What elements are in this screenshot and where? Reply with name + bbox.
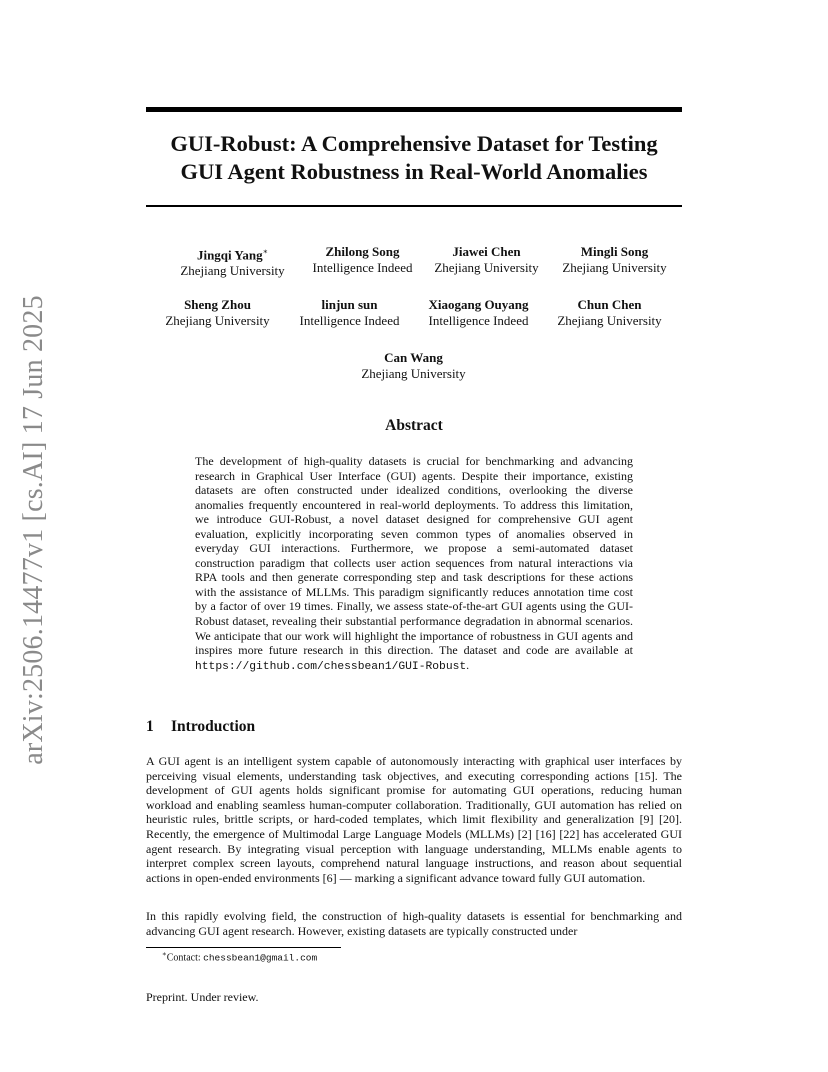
- author-affiliation: Zhejiang University: [165, 312, 270, 328]
- author-block: [295, 244, 430, 275]
- arxiv-sidebar-stamp: [14, 270, 54, 790]
- section-heading-introduction: [146, 718, 255, 736]
- author-name: Can Wang: [384, 350, 443, 365]
- footnote-contact: [162, 950, 317, 963]
- title-top-rule: [146, 107, 682, 112]
- intro-paragraph-1: A GUI agent is an intelligent system capable of autonomously interacting with graphical user interfaces by perceiving visual elements, understanding task objectives, and executing corresponding actions [15]. The development of GUI agents holds significant promise for automating GUI operations, reducing human workload and enabling seamless human-computer collaboration. Traditionally, GUI automation has relied on heuristic rules, brittle scripts, or hard-coded templates, which limit flexibility and generalization [9] [20]. Recently, the emergence of Multimodal Large Language Models (MLLMs) [2] [16] [22] has accelerated GUI agent research. By integrating visual perception with language understanding, MLLMs enable agents to interpret complex screen layouts, comprehend natural language instructions, and reason about sequential actions in open-ended environments [6] — marking a significant advance toward fully GUI automation.: [146, 754, 682, 885]
- author-affiliation: Intelligence Indeed: [299, 312, 400, 328]
- author-affiliation: Intelligence Indeed: [312, 259, 413, 275]
- contact-email[interactable]: chessbean1@gmail.com: [203, 952, 318, 964]
- title-line-1: GUI-Robust: A Comprehensive Dataset for Testing: [170, 131, 658, 156]
- section-number: 1: [146, 718, 154, 735]
- author-affiliation: Zhejiang University: [180, 262, 285, 278]
- author-name: Xiaogang Ouyang: [428, 297, 529, 312]
- author-block: [282, 297, 417, 328]
- section-title: Introduction: [171, 718, 256, 735]
- author-name: Mingli Song: [580, 244, 649, 259]
- author-affiliation: Zhejiang University: [434, 259, 539, 275]
- author-name: Sheng Zhou: [184, 297, 251, 312]
- title-line-2: GUI Agent Robustness in Real-World Anomalies: [180, 159, 648, 184]
- author-affiliation: Zhejiang University: [361, 365, 466, 381]
- author-block: [542, 297, 677, 328]
- author-name: Zhilong Song: [325, 244, 400, 259]
- author-name: Chun Chen: [577, 297, 642, 312]
- dataset-url[interactable]: https://github.com/chessbean1/GUI-Robust: [195, 660, 467, 673]
- intro-paragraph-2: In this rapidly evolving field, the construction of high-quality datasets is essential for benchmarking and advancing GUI agent research. However, existing datasets are typically constructed under: [146, 909, 682, 938]
- author-name: Jiawei Chen: [452, 244, 521, 259]
- footnote-rule: [146, 947, 341, 948]
- author-block: [547, 244, 682, 275]
- author-affiliation: Intelligence Indeed: [428, 312, 529, 328]
- author-block: [150, 297, 285, 328]
- abstract-heading: Abstract: [385, 417, 443, 434]
- paper-title: [146, 130, 682, 186]
- author-block: [346, 350, 481, 381]
- author-block: [419, 244, 554, 275]
- author-affiliation: Zhejiang University: [562, 259, 667, 275]
- footnote-label: Contact:: [166, 952, 204, 964]
- corresponding-mark: ∗: [262, 247, 269, 256]
- footnote-mark: ∗: [162, 950, 167, 958]
- preprint-notice: Preprint. Under review.: [146, 990, 259, 1004]
- arxiv-id: arXiv:2506.14477v1 [cs.AI] 17 Jun 2025: [18, 295, 50, 765]
- title-bottom-rule: [146, 205, 682, 207]
- abstract-text: The development of high-quality datasets is crucial for benchmarking and advancing research in Graphical User Interface (GUI) agents. Despite their importance, existing datasets are often constructed under idealized conditions, overlooking the diverse anomalies frequently encountered in real-world deployments. To address this limitation, we introduce GUI-Robust, a novel dataset designed for comprehensive GUI agent evaluation, explicitly incorporating seven common types of anomalies observed in everyday GUI interactions. Furthermore, we propose a semi-automated dataset construction paradigm that collects user action sequences from natural interactions via RPA tools and then generate corresponding step and task descriptions for these actions with the assistance of MLLMs. This paradigm significantly reduces annotation time cost by a factor of over 19 times. Finally, we assess state-of-the-art GUI agents using the GUI-Robust dataset, revealing their substantial performance degradation in abnormal scenarios. We anticipate that our work will highlight the importance of robustness in GUI agents and inspires more future research in this direction. The dataset and code are available at https://github.com/chessbean1/GUI-Robust.: [195, 454, 633, 673]
- author-affiliation: Zhejiang University: [557, 312, 662, 328]
- author-name: Jingqi Yang∗: [196, 247, 269, 263]
- author-block: [411, 297, 546, 328]
- author-name: linjun sun: [321, 297, 378, 312]
- author-block: [165, 244, 300, 278]
